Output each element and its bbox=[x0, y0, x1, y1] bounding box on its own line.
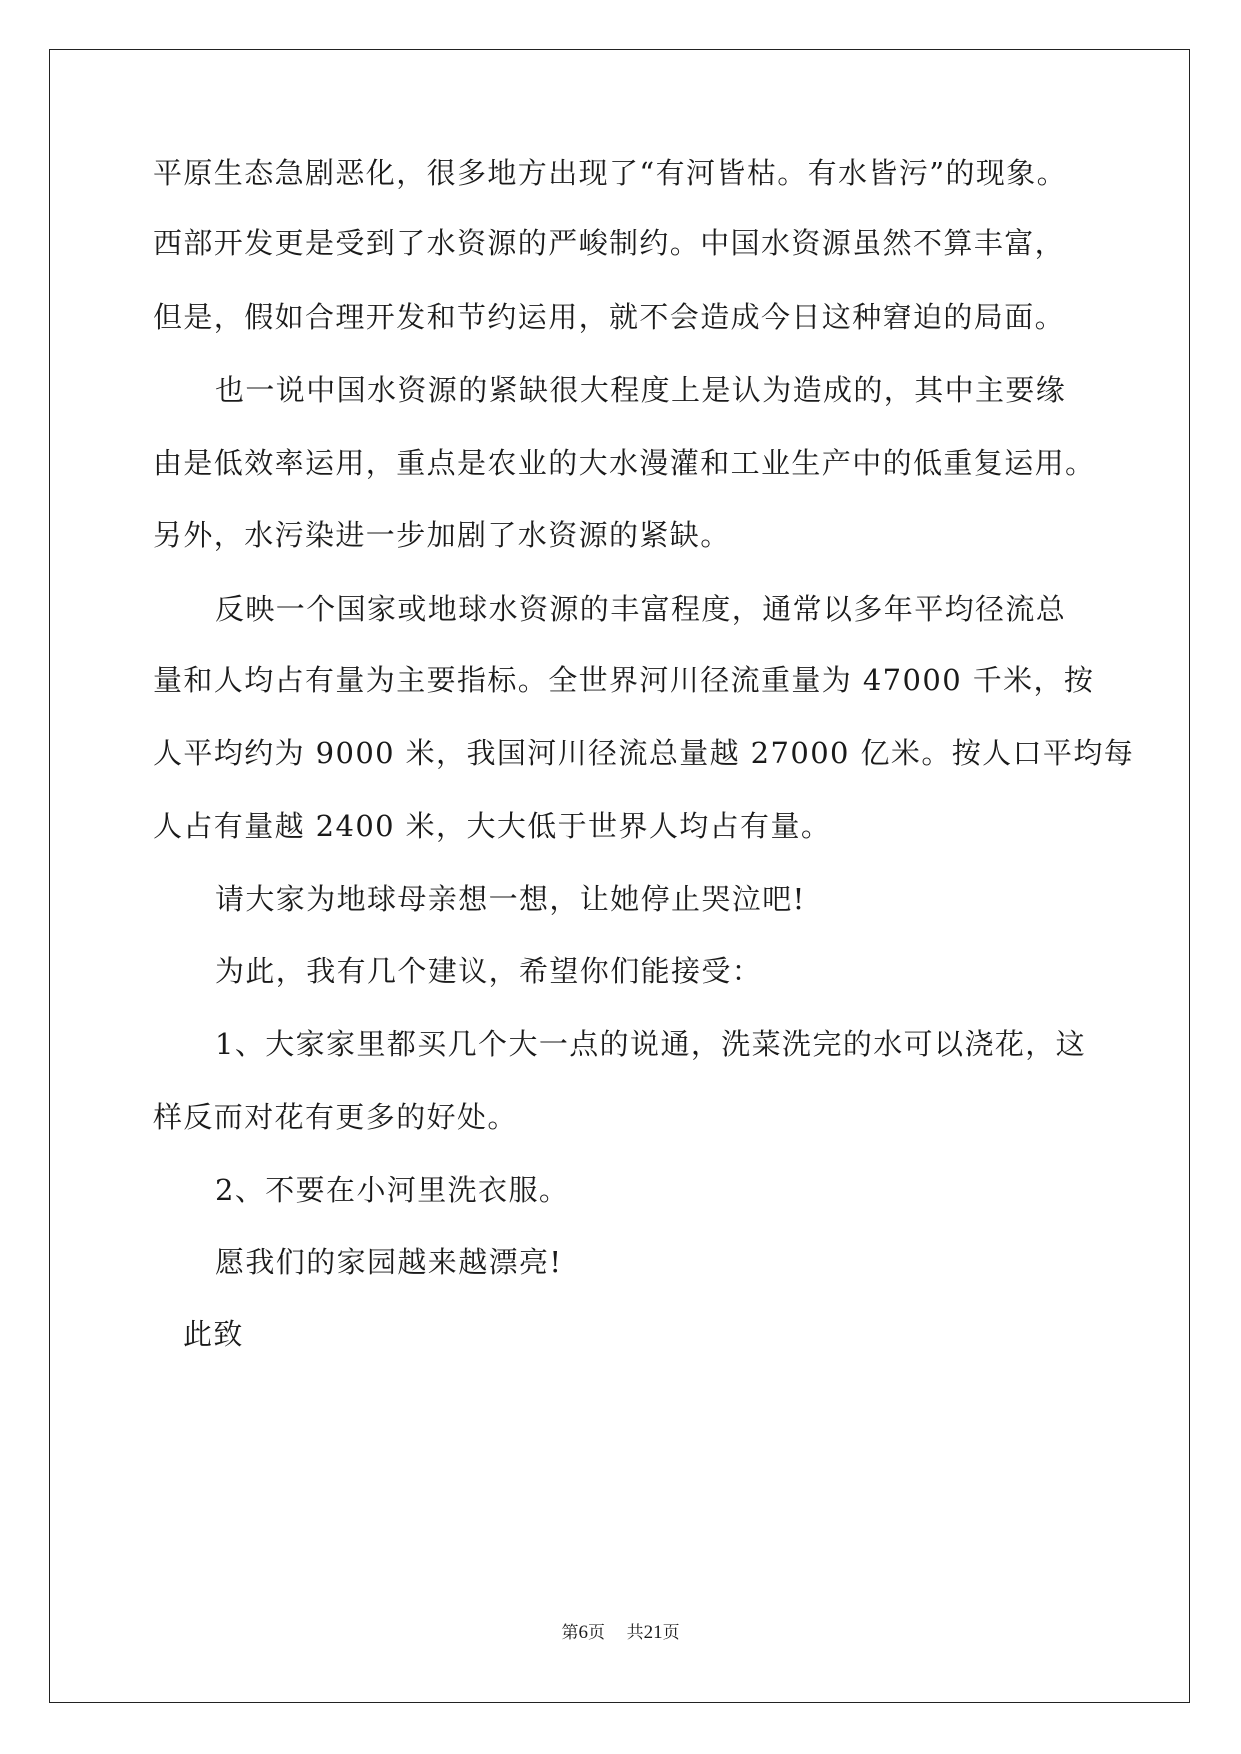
footer-page-suffix: 页 bbox=[587, 1623, 605, 1643]
text-line: 2、不要在小河里洗衣服。 bbox=[215, 1173, 570, 1207]
text-line: 平原生态急剧恶化，很多地方出现了“有河皆枯。有水皆污”的现象。 bbox=[153, 156, 1068, 190]
page-footer bbox=[0, 1622, 1241, 1644]
text-line: 西部开发更是受到了水资源的严峻制约。中国水资源虽然不算丰富， bbox=[153, 226, 1066, 260]
text-line: 1、大家家里都买几个大一点的说通，洗菜洗完的水可以浇花，这 bbox=[215, 1027, 1087, 1061]
closing-salutation: 此致 bbox=[183, 1317, 244, 1351]
footer-total-pages: 21 bbox=[643, 1622, 663, 1643]
text-line: 反映一个国家或地球水资源的丰富程度，通常以多年平均径流总 bbox=[215, 592, 1067, 626]
text-line: 但是，假如合理开发和节约运用，就不会造成今日这种窘迫的局面。 bbox=[153, 300, 1066, 334]
text-line: 请大家为地球母亲想一想，让她停止哭泣吧! bbox=[215, 882, 806, 916]
text-line: 由是低效率运用，重点是农业的大水漫灌和工业生产中的低重复运用。 bbox=[153, 446, 1096, 480]
text-line: 样反而对花有更多的好处。 bbox=[153, 1100, 518, 1134]
text-line: 量和人均占有量为主要指标。全世界河川径流重量为 47000 千米，按 bbox=[153, 663, 1095, 697]
text-line: 为此，我有几个建议，希望你们能接受： bbox=[215, 954, 763, 988]
text-line: 另外，水污染进一步加剧了水资源的紧缺。 bbox=[153, 518, 731, 552]
text-line: 愿我们的家园越来越漂亮! bbox=[215, 1245, 563, 1279]
footer-total-suffix: 页 bbox=[662, 1623, 680, 1643]
text-line: 也一说中国水资源的紧缺很大程度上是认为造成的，其中主要缘 bbox=[215, 373, 1067, 407]
text-line: 人平均约为 9000 米，我国河川径流总量越 27000 亿米。按人口平均每 bbox=[153, 736, 1135, 770]
footer-page-prefix: 第 bbox=[561, 1623, 579, 1643]
footer-page-number: 6 bbox=[578, 1622, 588, 1643]
footer-total-prefix: 共 bbox=[626, 1623, 644, 1643]
text-line: 人占有量越 2400 米，大大低于世界人均占有量。 bbox=[153, 809, 832, 843]
